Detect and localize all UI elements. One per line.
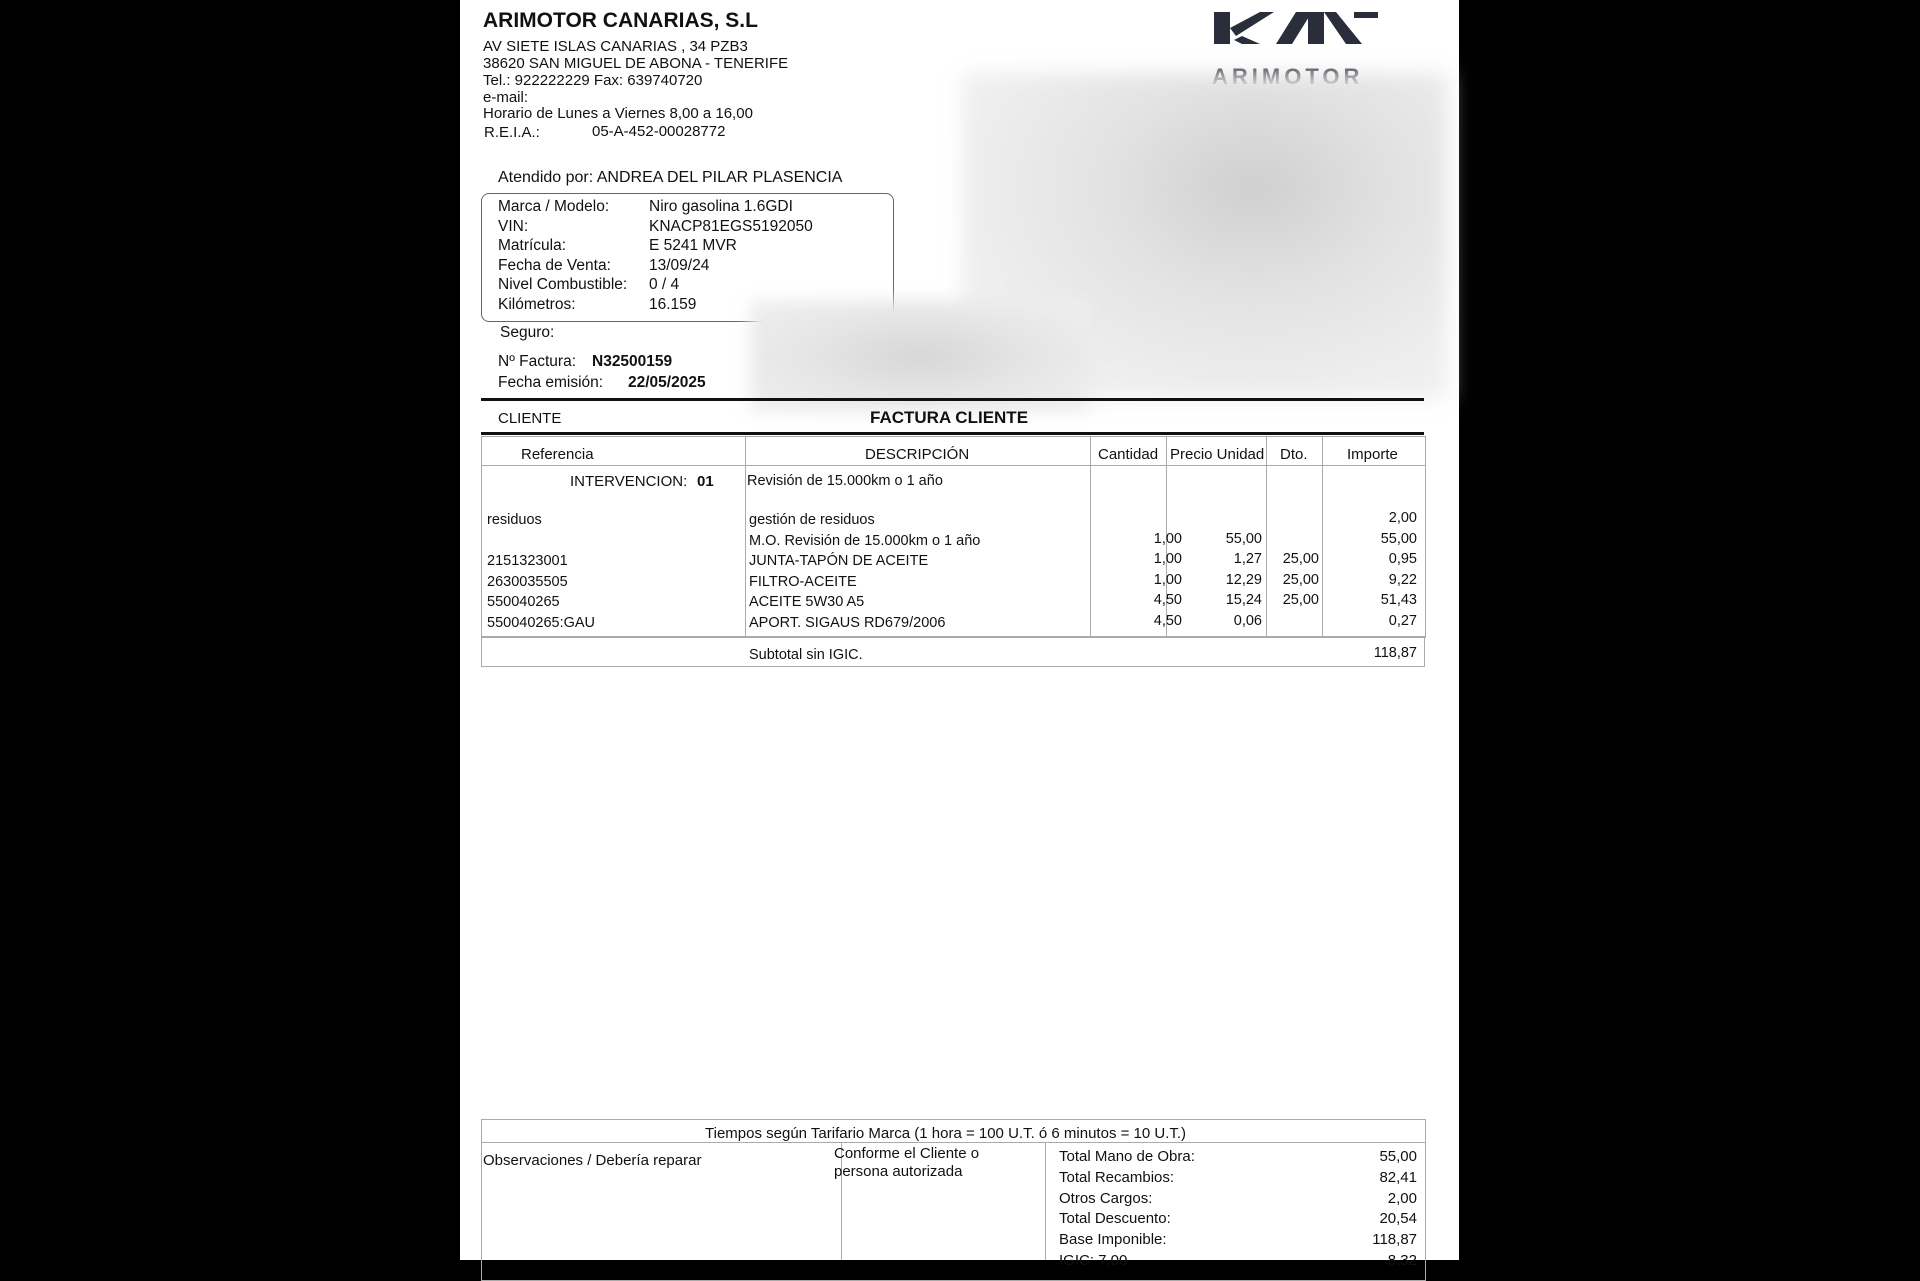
intervention-description: Revisión de 15.000km o 1 año [747,473,943,489]
row-amount: 51,43 [1380,592,1417,608]
row-reference: 2630035505 [487,574,568,590]
vehicle-field-value: 13/09/24 [649,256,710,274]
row-unit-price: 15,24 [1225,592,1262,608]
observaciones-label: Observaciones / Debería reparar [483,1152,702,1169]
row-reference: 550040265 [487,594,560,610]
row-quantity: 1,00 [1153,551,1182,567]
company-address-line2: 38620 SAN MIGUEL DE ABONA - TENERIFE [483,55,789,72]
reia-label: R.E.I.A.: [484,124,540,141]
subtotal-right-border [1424,636,1425,666]
tiempos-note: Tiempos según Tarifario Marca (1 hora = 100 U.T. ó 6 minutos = 10 U.T.) [705,1125,1187,1142]
vehicle-field-label: Marca / Modelo: [498,198,610,215]
total-value: 118,87 [1372,1231,1417,1249]
row-amount: 2,00 [1388,510,1417,526]
row-description: APORT. SIGAUS RD679/2006 [749,615,946,631]
row-description: gestión de residuos [749,512,875,528]
row-discount: 25,00 [1282,592,1319,608]
total-label: Total Mano de Obra: [1059,1148,1195,1165]
title-rule-bottom [481,432,1424,435]
row-discount: 25,00 [1282,551,1319,567]
company-email: e-mail: [483,89,529,106]
row-quantity: 1,00 [1153,531,1182,547]
issue-date-label: Fecha emisión: [498,374,604,391]
total-value: 82,41 [1379,1168,1417,1186]
row-quantity: 1,00 [1153,572,1182,588]
row-amount: 0,95 [1388,551,1417,567]
col-dto: Dto. [1280,446,1308,463]
row-amount: 0,27 [1388,613,1417,629]
total-label: IGIC: 7,00 [1059,1252,1128,1269]
vehicle-field-label: Nivel Combustible: [498,276,628,294]
col-precio: Precio Unidad [1170,446,1265,463]
col-referencia: Referencia [521,446,594,463]
row-discount: 25,00 [1282,572,1319,588]
invoice-title: FACTURA CLIENTE [870,408,1029,427]
seguro-label: Seguro: [500,324,555,341]
title-rule-top [481,398,1424,401]
subtotal-value: 118,87 [1373,645,1417,661]
vehicle-field-value: E 5241 MVR [649,237,737,255]
row-unit-price: 1,27 [1233,551,1262,567]
row-description: M.O. Revisión de 15.000km o 1 año [749,533,981,549]
vehicle-field-label: VIN: [498,217,529,235]
col-importe: Importe [1347,446,1398,463]
reia-value: 05-A-452-00028772 [592,123,726,140]
invoice-page [460,0,1459,1269]
conforme-line1: Conforme el Cliente o [834,1145,980,1162]
subtotal-left-border [481,636,482,666]
row-reference: residuos [487,512,542,528]
issue-date: 22/05/2025 [628,374,706,391]
total-label: Base Imponible: [1059,1231,1167,1249]
row-description: FILTRO-ACEITE [749,574,857,590]
attended-by: Atendido por: ANDREA DEL PILAR PLASENCIA [498,169,843,186]
row-reference: 2151323001 [487,553,568,569]
footer-rule [481,1142,1425,1143]
redacted-client-area [750,300,1090,412]
subtotal-label: Subtotal sin IGIC. [749,647,863,663]
col-descripcion: DESCRIPCIÓN [865,446,970,463]
row-amount: 55,00 [1380,531,1417,547]
total-label: Total Descuento: [1059,1210,1171,1228]
footer-divider-2 [1045,1142,1046,1260]
intervention-label: INTERVENCION: [570,473,688,490]
subtotal-rule-top [481,636,1425,637]
row-unit-price: 0,06 [1233,613,1262,629]
total-label: Otros Cargos: [1059,1189,1153,1207]
col-cantidad: Cantidad [1098,446,1159,463]
footer-box [481,1119,1426,1281]
row-unit-price: 55,00 [1225,531,1262,547]
subtotal-rule-bottom [481,666,1425,667]
row-reference: 550040265:GAU [487,615,596,631]
col-divider-1 [745,436,746,636]
row-description: JUNTA-TAPÓN DE ACEITE [749,553,929,569]
total-value: 8,32 [1387,1252,1417,1269]
kia-logo [1212,6,1380,58]
vehicle-field-value: Niro gasolina 1.6GDI [649,198,793,215]
vehicle-field-value: 0 / 4 [649,276,680,294]
invoice-number: N32500159 [592,353,673,370]
vehicle-field-value: KNACP81EGS5192050 [649,217,813,235]
company-address-line1: AV SIETE ISLAS CANARIAS , 34 PZB3 [483,38,748,55]
row-quantity: 4,50 [1153,613,1182,629]
row-unit-price: 12,29 [1225,572,1262,588]
table-header-rule [481,465,1425,466]
vehicle-field-label: Fecha de Venta: [498,256,611,274]
client-label: CLIENTE [498,410,562,427]
vehicle-field-value: 16.159 [649,296,697,313]
total-value: 2,00 [1387,1189,1417,1207]
vehicle-field-label: Kilómetros: [498,296,576,313]
company-hours: Horario de Lunes a Viernes 8,00 a 16,00 [483,105,753,122]
total-value: 55,00 [1379,1148,1417,1165]
row-quantity: 4,50 [1153,592,1182,608]
company-name: ARIMOTOR CANARIAS, S.L [483,9,758,32]
row-description: ACEITE 5W30 A5 [749,594,865,610]
vehicle-field-label: Matrícula: [498,237,567,255]
row-amount: 9,22 [1388,572,1417,588]
intervention-number: 01 [697,473,714,490]
total-label: Total Recambios: [1059,1168,1175,1186]
invoice-number-label: Nº Factura: [498,353,577,370]
conforme-line2: persona autorizada [834,1163,963,1180]
company-phone: Tel.: 922222229 Fax: 639740720 [483,72,703,89]
total-value: 20,54 [1379,1210,1417,1228]
